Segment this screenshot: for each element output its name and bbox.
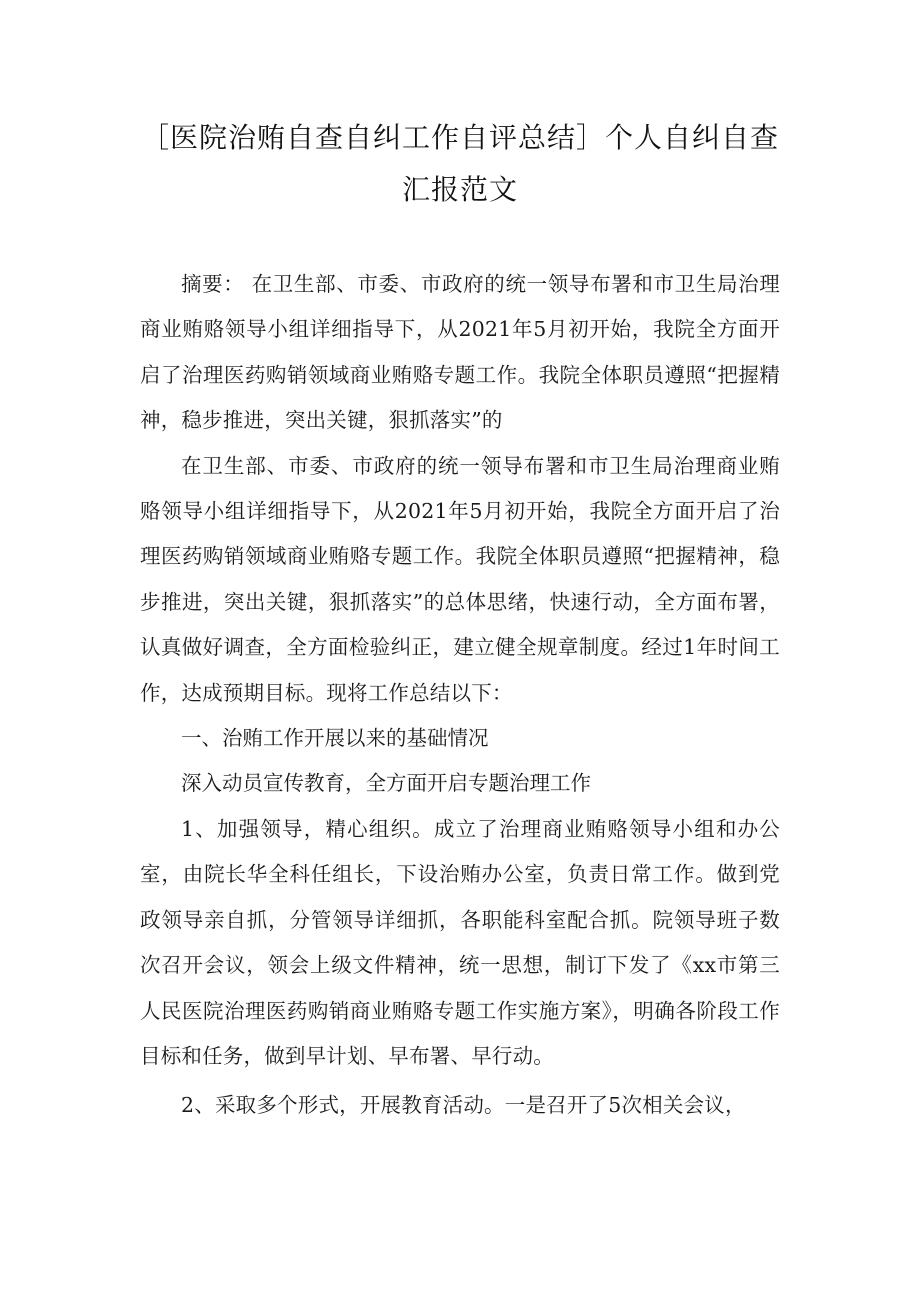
section-heading: 一、治贿工作开展以来的基础情况	[181, 726, 489, 751]
subsection-heading: 深入动员宣传教育，全方面开启专题治理工作	[181, 771, 591, 796]
document-body	[140, 262, 780, 1129]
point-2-paragraph: 2、采取多个形式，开展教育活动。一是召开了5次相关会议，	[181, 1093, 746, 1118]
intro-paragraph: 在卫生部、市委、市政府的统一领导布署和市卫生局治理商业贿赂领导小组详细指导下，从2021年5月初开始，我院全方面开启了治理医药购销领域商业贿赂专题工作。我院全体职员遵照“把握精神，稳步推进，突出关键，狠抓落实”的总体思绪，快速行动，全方面布署，认真做好调查，全方面检验纠正，建立健全规章制度。经过1年时间工作，达成预期目标。现将工作总结以下：	[140, 453, 780, 705]
document-title: ［医院治贿自查自纠工作自评总结］个人自纠自查汇报范文	[140, 121, 779, 206]
point-1-paragraph: 1、加强领导，精心组织。成立了治理商业贿赂领导小组和办公室，由院长华全科任组长，下设治贿办公室，负责日常工作。做到党政领导亲自抓，分管领导详细抓，各职能科室配合抓。院领导班子数次召开会议，领会上级文件精神，统一思想，制订下发了《xx市第三人民医院治理医药购销商业贿赂专题工作实施方案》，明确各阶段工作目标和任务，做到早计划、早布署、早行动。	[140, 816, 780, 1068]
abstract-paragraph: 摘要： 在卫生部、市委、市政府的统一领导布署和市卫生局治理商业贿赂领导小组详细指导下，从2021年5月初开始，我院全方面开启了治理医药购销领域商业贿赂专题工作。我院全体职员遵照“把握精神，稳步推进，突出关键，狠抓落实”的	[140, 272, 780, 433]
